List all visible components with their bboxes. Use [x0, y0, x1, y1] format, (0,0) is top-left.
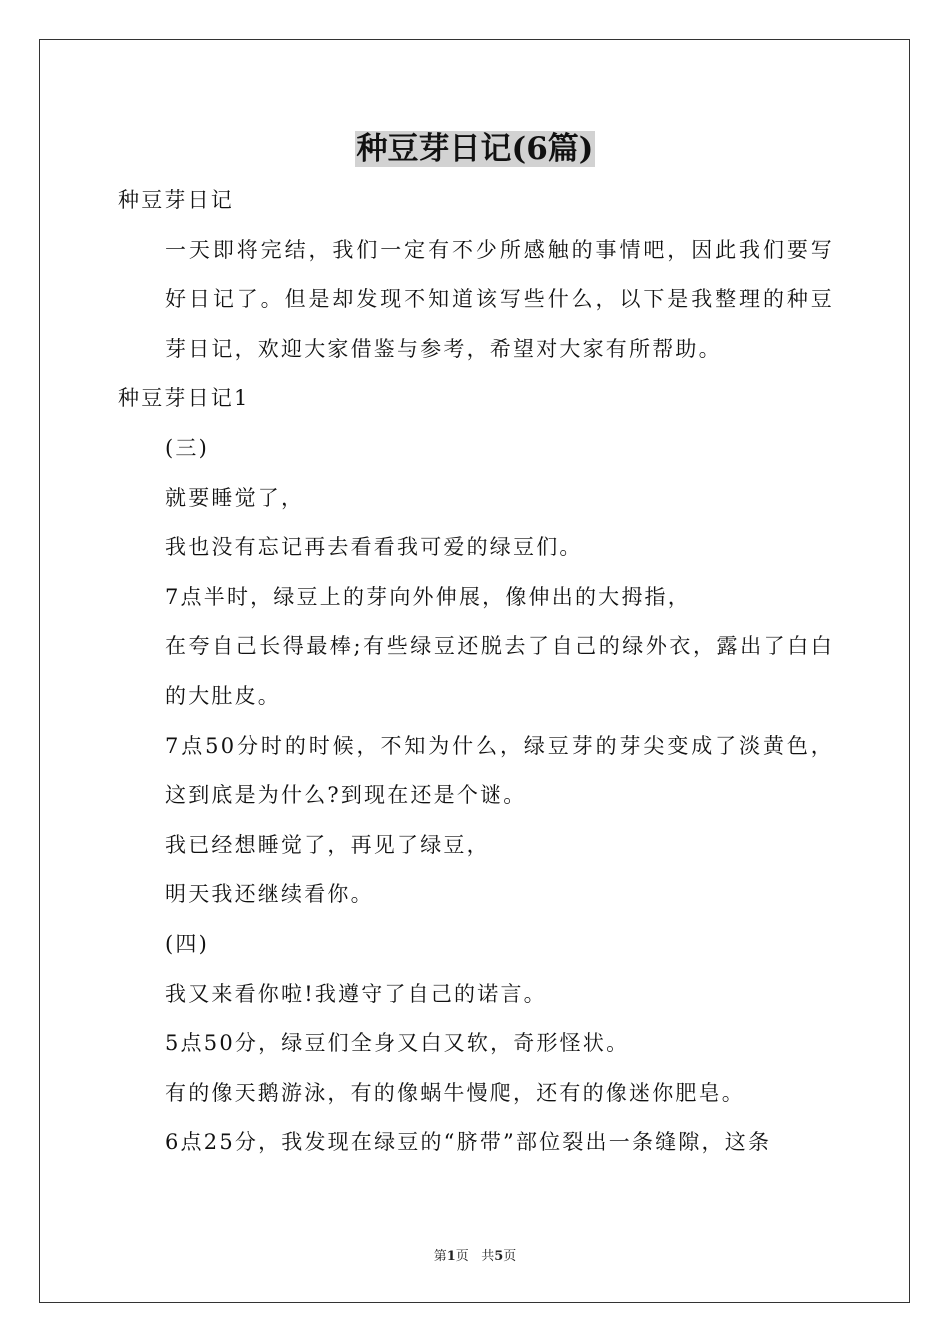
page-current: 1 — [446, 1249, 456, 1264]
document-title — [0, 128, 950, 170]
page-prefix: 第 — [433, 1249, 447, 1264]
paragraph: 我已经想睡觉了，再见了绿豆， — [165, 832, 490, 857]
paragraph: 种豆芽日记 — [118, 188, 234, 212]
paragraph: 7点半时，绿豆上的芽向外伸展，像伸出的大拇指， — [165, 584, 691, 609]
paragraph: 6点25分，我发现在绿豆的“脐带”部位裂出一条缝隙，这条 — [165, 1130, 772, 1155]
paragraph: (四) — [165, 931, 209, 956]
paragraph: 一天即将完结，我们一定有不少所感触的事情吧，因此我们要写好日记了。但是却发现不知道该写些什么，以下是我整理的种豆芽日记，欢迎大家借鉴与参考，希望对大家有所帮助。 — [165, 237, 834, 361]
paragraph: 就要睡觉了， — [165, 485, 305, 510]
paragraph: 我又来看你啦!我遵守了自己的诺言。 — [165, 981, 547, 1006]
paragraph: 我也没有忘记再去看看我可爱的绿豆们。 — [165, 535, 583, 560]
document-title-text: 种豆芽日记(6篇) — [356, 131, 594, 167]
total-suffix: 页 — [503, 1249, 517, 1264]
paragraph: 有的像天鹅游泳，有的像蜗牛慢爬，还有的像迷你肥皂。 — [165, 1080, 745, 1105]
document-body — [118, 176, 834, 1168]
paragraph: 7点50分时的时候，不知为什么，绿豆芽的芽尖变成了淡黄色，这到底是为什么?到现在还是个谜。 — [165, 733, 834, 808]
page-footer — [0, 1248, 950, 1266]
page-total: 5 — [494, 1249, 504, 1264]
paragraph: 种豆芽日记1 — [118, 386, 250, 411]
page-suffix: 页 — [455, 1249, 469, 1264]
paragraph: (三) — [165, 435, 209, 460]
total-prefix: 共 — [481, 1249, 495, 1264]
paragraph: 明天我还继续看你。 — [165, 882, 374, 907]
paragraph: 5点50分，绿豆们全身又白又软，奇形怪状。 — [165, 1031, 630, 1056]
paragraph: 在夸自己长得最棒;有些绿豆还脱去了自己的绿外衣，露出了白白的大肚皮。 — [165, 634, 834, 708]
